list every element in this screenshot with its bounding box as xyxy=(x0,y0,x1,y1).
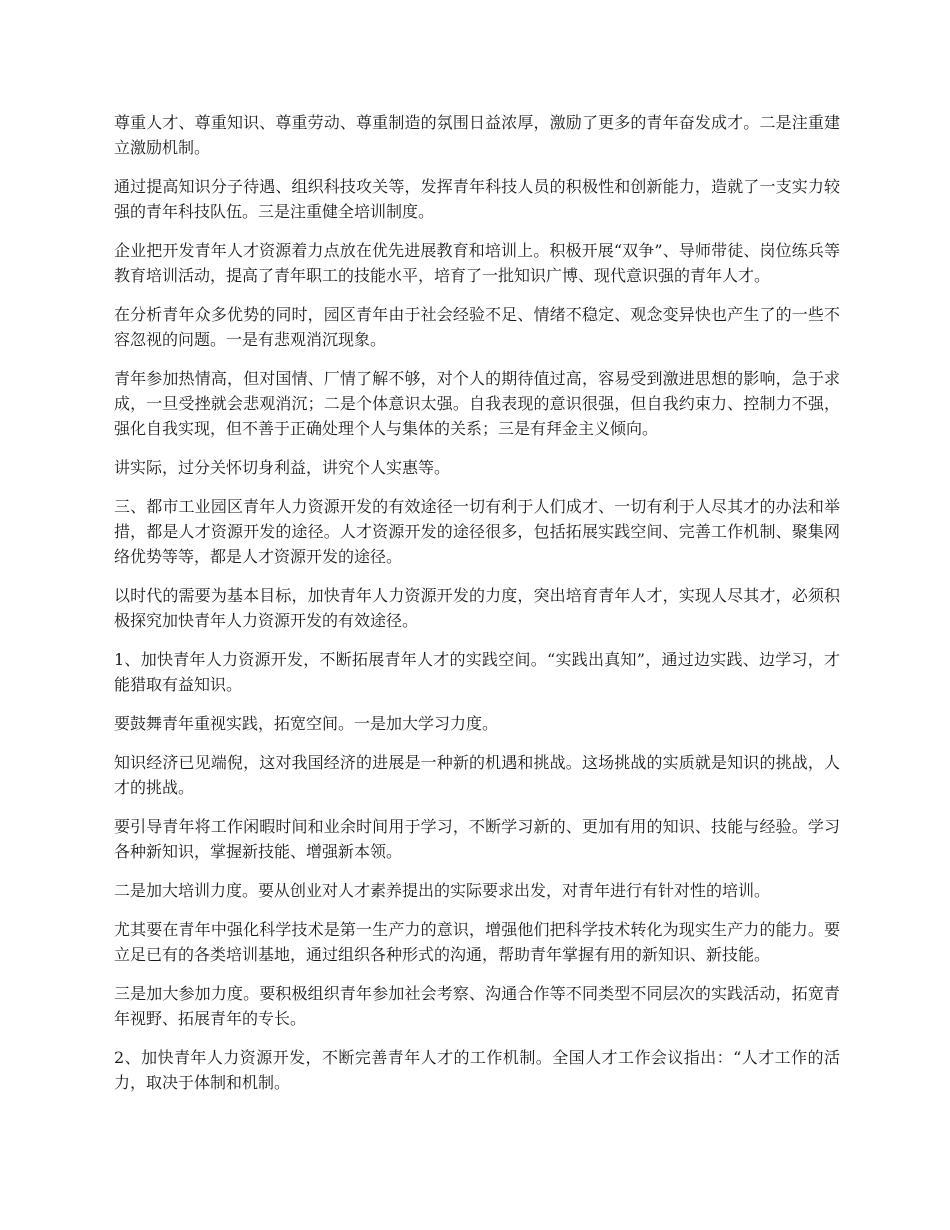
paragraph: 二是加大培训力度。要从创业对人才素养提出的实际要求出发，对青年进行有针对性的培训。 xyxy=(114,881,771,900)
paragraph: 知识经济已见端倪，这对我国经济的进展是一种新的机遇和挑战。这场挑战的实质就是知识的挑战，人才的挑战。 xyxy=(114,753,840,797)
paragraph: 讲实际，过分关怀切身利益，讲究个人实惠等。 xyxy=(114,458,451,477)
paragraph: 要鼓舞青年重视实践，拓宽空间。一是加大学习力度。 xyxy=(114,714,499,733)
paragraph: 青年参加热情高，但对国情、厂情了解不够，对个人的期待值过高，容易受到激进思想的影响，急于求成，一旦受挫就会悲观消沉；二是个体意识太强。自我表现的意识很强，但自我约束力、控制力不强，强化自我实现，但不善于正确处理个人与集体的关系；三是有拜金主义倾向。 xyxy=(114,369,840,438)
paragraph: 1、加快青年人力资源开发，不断拓展青年人才的实践空间。“实践出真知”，通过边实践、边学习，才能猎取有益知识。 xyxy=(114,650,840,694)
paragraph: 要引导青年将工作闲暇时间和业余时间用于学习，不断学习新的、更加有用的知识、技能与经验。学习各种新知识，掌握新技能、增强新本领。 xyxy=(114,817,840,861)
paragraph: 在分析青年众多优势的同时，园区青年由于社会经验不足、情绪不稳定、观念变异快也产生了的一些不容忽视的问题。一是有悲观消沉现象。 xyxy=(114,305,840,349)
document-body xyxy=(114,110,840,1109)
paragraph: 企业把开发青年人才资源着力点放在优先进展教育和培训上。积极开展“双争”、导师带徒、岗位练兵等教育培训活动，提高了青年职工的技能水平，培育了一批知识广博、现代意识强的青年人才。 xyxy=(114,241,840,285)
paragraph: 尤其要在青年中强化科学技术是第一生产力的意识，增强他们把科学技术转化为现实生产力的能力。要立足已有的各类培训基地，通过组织各种形式的沟通，帮助青年掌握有用的新知识、新技能。 xyxy=(114,920,840,964)
paragraph: 以时代的需要为基本目标，加快青年人力资源开发的力度，突出培育青年人才，实现人尽其才，必须积极探究加快青年人力资源开发的有效途径。 xyxy=(114,586,840,630)
paragraph: 2、加快青年人力资源开发，不断完善青年人才的工作机制。全国人才工作会议指出：“人才工作的活力，取决于体制和机制。 xyxy=(114,1048,840,1092)
paragraph: 三、都市工业园区青年人力资源开发的有效途径一切有利于人们成才、一切有利于人尽其才的办法和举措，都是人才资源开发的途径。人才资源开发的途径很多，包括拓展实践空间、完善工作机制、聚集网络优势等等，都是人才资源开发的途径。 xyxy=(114,497,840,566)
paragraph: 通过提高知识分子待遇、组织科技攻关等，发挥青年科技人员的积极性和创新能力，造就了一支实力较强的青年科技队伍。三是注重健全培训制度。 xyxy=(114,177,840,221)
paragraph: 尊重人才、尊重知识、尊重劳动、尊重制造的氛围日益浓厚，激励了更多的青年奋发成才。二是注重建立激励机制。 xyxy=(114,113,840,157)
paragraph: 三是加大参加力度。要积极组织青年参加社会考察、沟通合作等不同类型不同层次的实践活动，拓宽青年视野、拓展青年的专长。 xyxy=(114,984,840,1028)
